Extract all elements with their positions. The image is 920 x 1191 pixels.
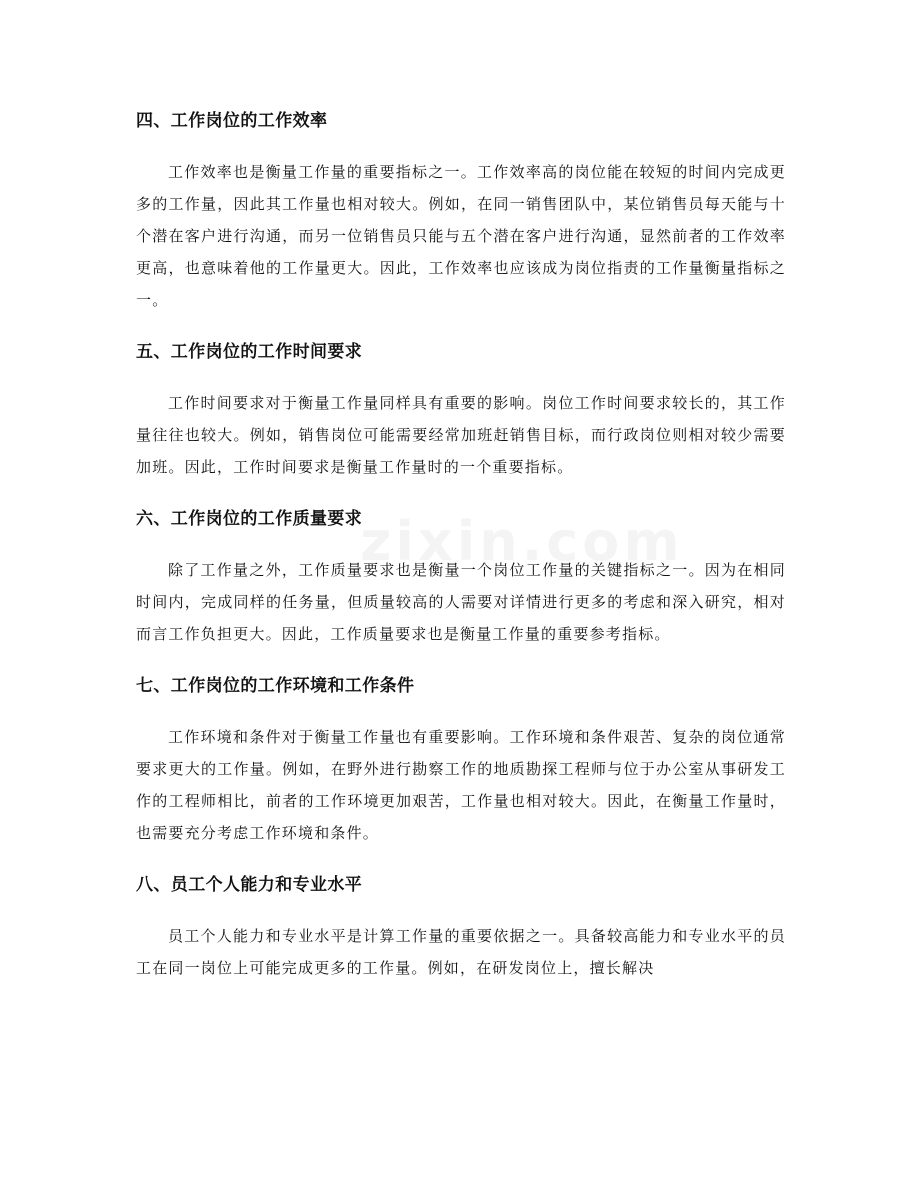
section-6 — [136, 504, 786, 650]
section-heading: 七、工作岗位的工作环境和工作条件 — [136, 676, 415, 696]
section-heading: 五、工作岗位的工作时间要求 — [136, 342, 363, 362]
section-5 — [136, 337, 786, 483]
section-paragraph: 工作效率也是衡量工作量的重要指标之一。工作效率高的岗位能在较短的时间内完成更多的工作量，因此其工作量也相对较大。例如，在同一销售团队中，某位销售员每天能与十个潜在客户进行沟通，而另一位销售员只能与五个潜在客户进行沟通，显然前者的工作效率更高，也意味着他的工作量更大。因此，工作效率也应该成为岗位指责的工作量衡量指标之一。 — [136, 163, 786, 309]
document-body — [136, 106, 786, 984]
section-8 — [136, 870, 786, 984]
section-heading: 八、员工个人能力和专业水平 — [136, 875, 363, 895]
section-paragraph: 工作时间要求对于衡量工作量同样具有重要的影响。岗位工作时间要求较长的，其工作量往往也较大。例如，销售岗位可能需要经常加班赶销售目标，而行政岗位则相对较少需要加班。因此，工作时间要求是衡量工作量时的一个重要指标。 — [136, 394, 786, 476]
section-4 — [136, 106, 786, 316]
section-heading: 四、工作岗位的工作效率 — [136, 111, 328, 131]
section-paragraph: 员工个人能力和专业水平是计算工作量的重要依据之一。具备较高能力和专业水平的员工在同一岗位上可能完成更多的工作量。例如，在研发岗位上，擅长解决 — [136, 927, 786, 977]
section-7 — [136, 671, 786, 849]
section-heading: 六、工作岗位的工作质量要求 — [136, 509, 363, 529]
section-paragraph: 工作环境和条件对于衡量工作量也有重要影响。工作环境和条件艰苦、复杂的岗位通常要求更大的工作量。例如，在野外进行勘察工作的地质勘探工程师与位于办公室从事研发工作的工程师相比，前者的工作环境更加艰苦，工作量也相对较大。因此，在衡量工作量时，也需要充分考虑工作环境和条件。 — [136, 728, 786, 842]
section-paragraph: 除了工作量之外，工作质量要求也是衡量一个岗位工作量的关键指标之一。因为在相同时间内，完成同样的任务量，但质量较高的人需要对详情进行更多的考虑和深入研究，相对而言工作负担更大。因此，工作质量要求也是衡量工作量的重要参考指标。 — [136, 561, 786, 643]
